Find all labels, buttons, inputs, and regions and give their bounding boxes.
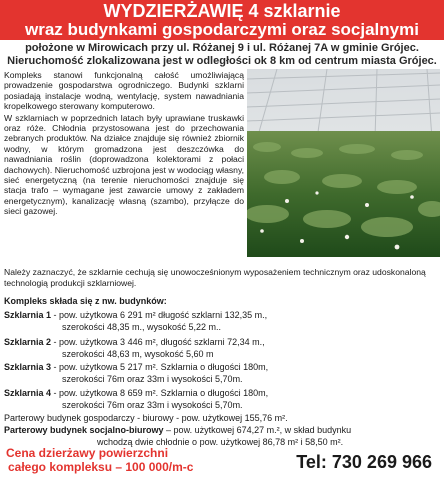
greenhouse-4-dimensions: szerokości 76m oraz 33m i wysokości 5,70m. [62, 400, 243, 410]
headline-banner [0, 0, 444, 40]
social-building-details: wchodzą dwie chłodnie o pow. użytkowej 86,78 m² i 58,50 m². [97, 437, 344, 447]
greenhouse-2-dimensions: szerokości 48,63 m, wysokość 5,60 m [62, 349, 214, 359]
greenhouse-2-row [4, 336, 265, 348]
headline: WYDZIERŻAWIĘ 4 szklarnie [103, 1, 341, 21]
social-building-row [4, 424, 351, 436]
description-paragraph-1: Kompleks stanowi funkcjonalną całość umożliwiającą prowadzenie gospodarstwa ogrodniczego. Budynki szklarni posiadają instalacje wodną, wentylację, system nawadniania kropelkowego sterowany komputerowo. [4, 70, 244, 112]
greenhouse-2-label: Szklarnia 2 [4, 337, 52, 347]
technology-note: Należy zaznaczyć, że szklarnie cechują się unowocześnionym wyposażeniem technicznym oraz udoskonaloną technologią produkcji szklarniowej. [4, 267, 426, 288]
greenhouse-3-row [4, 361, 268, 373]
location-distance: Nieruchomość zlokalizowana jest w odległości ok 8 km od centrum miasta Grójec. [7, 55, 437, 67]
description-paragraph-2: W szklarniach w poprzednich latach były uprawiane truskawki oraz róże. Chłodnia przystosowana jest do przechowania zebranych produktów. Na działce znajduje się również zbiornik wodny, w którym gromadzona jest deszczówka do nawadniania roślin (doprowadzona kolektorami z połaci dachowych). Nieruchomość uzbrojona jest w wodociąg własny, sieć energetyczną (na terenie nieruchomości znajduje się stacja trafo – wymagane jest zawarcie umowy z zakładem energetycznym), kanalizację własną (szambo), przyłącze do sieci gazowej. [4, 112, 244, 217]
social-building-area: – pow. użytkowej 674,27 m.², w skład budynku [163, 425, 352, 435]
price-block [6, 446, 193, 474]
headline-subtitle: wraz budynkami gospodarczymi oraz socjalnymi [25, 20, 419, 39]
social-building-label: Parterowy budynek socjalno-biurowy [4, 425, 164, 435]
location-info [0, 42, 444, 68]
greenhouse-3-area: - pow. użytkowa 5 217 m². Szklarnia o długości 180m, [51, 362, 269, 372]
description [4, 70, 244, 218]
greenhouse-1-area: - pow. użytkowa 6 291 m² długość szklarni 132,35 m., [51, 310, 268, 320]
location-address: położone w Mirowicach przy ul. Różanej 9 i ul. Różanej 7A w gminie Grójec. [25, 42, 419, 54]
greenhouse-1-row [4, 309, 267, 321]
greenhouse-4-label: Szklarnia 4 [4, 388, 52, 398]
complex-title: Kompleks składa się z nw. budynków: [4, 296, 167, 306]
farm-building-label: Parterowy budynek gospodarczy - biurowy [4, 413, 174, 423]
greenhouse-4-area: - pow. użytkowa 8 659 m². Szklarnia o długości 180m, [51, 388, 269, 398]
greenhouse-3-label: Szklarnia 3 [4, 362, 52, 372]
greenhouse-3-dimensions: szerokości 76m oraz 33m i wysokości 5,70m. [62, 374, 243, 384]
price-line-1: Cena dzierżawy powierzchni [6, 446, 169, 460]
greenhouse-4-row [4, 387, 268, 399]
greenhouse-1-dimensions: szerokości 48,35 m., wysokość 5,22 m.. [62, 322, 222, 332]
price-line-2: całego kompleksu – 100 000/m-c [8, 460, 194, 474]
greenhouse-2-area: - pow. użytkowa 3 446 m², długość szklarni 72,34 m., [51, 337, 265, 347]
greenhouse-photo [247, 69, 440, 257]
greenhouse-1-label: Szklarnia 1 [4, 310, 52, 320]
farm-building-row [4, 412, 288, 424]
phone-number: Tel: 730 269 966 [296, 452, 432, 472]
farm-building-area: - pow. użytkowej 155,76 m². [173, 413, 288, 423]
